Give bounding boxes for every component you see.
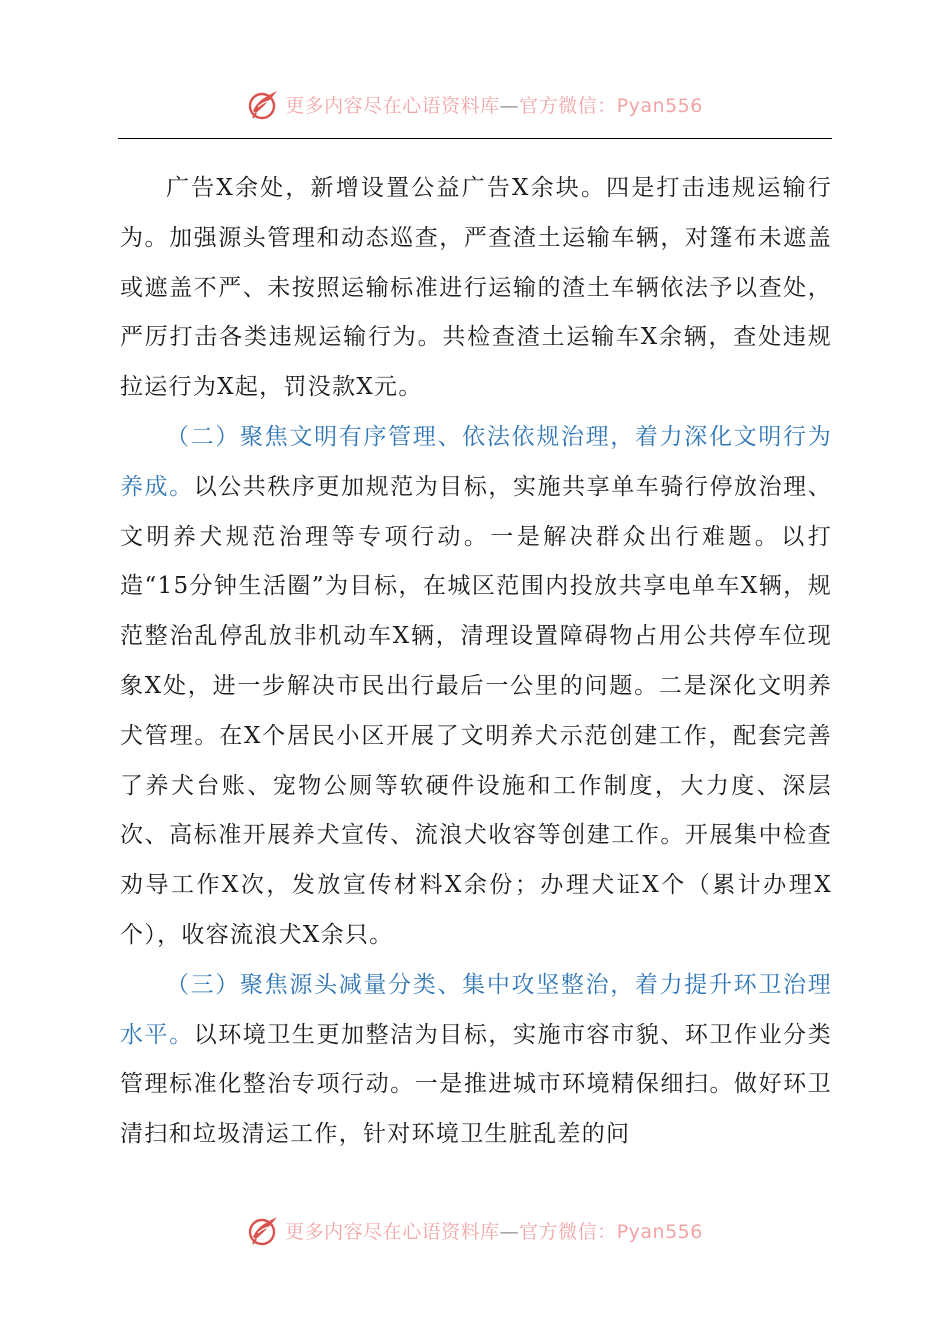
pen-logo-icon xyxy=(247,87,281,121)
paragraph-3 xyxy=(120,961,832,1160)
footer-watermark xyxy=(0,1210,950,1250)
paragraph-2 xyxy=(120,413,832,961)
paragraph-1: 广告X余处，新增设置公益广告X余块。四是打击违规运输行为。加强源头管理和动态巡查，严查渣土运输车辆，对篷布未遮盖或遮盖不严、未按照运输标准进行运输的渣土车辆依法予以查处，严厉打击各类违规运输行为。共检查渣土运输车X余辆，查处违规拉运行为X起，罚没款X元。 xyxy=(120,175,832,401)
watermark-text: 更多内容尽在心语资料库—官方微信：Pyan556 xyxy=(285,94,703,117)
section-heading-3: （三）聚焦源头减量分类、集中攻坚整治，着力提升环卫治理水平。 xyxy=(120,971,832,1048)
header-divider xyxy=(118,138,832,139)
pen-logo-icon xyxy=(247,1213,281,1247)
paragraph-3-body: 以环境卫生更加整洁为目标，实施市容市貌、环卫作业分类管理标准化整治专项行动。一是推进城市环境精保细扫。做好环卫清扫和垃圾清运工作，针对环境卫生脏乱差的问 xyxy=(120,1021,832,1148)
document-body xyxy=(120,164,832,1160)
header-watermark xyxy=(0,84,950,124)
paragraph-2-body: 以公共秩序更加规范为目标，实施共享单车骑行停放治理、文明养犬规范治理等专项行动。一是解决群众出行难题。以打造“15分钟生活圈”为目标，在城区范围内投放共享电单车X辆，规范整治乱停乱放非机动车X辆，清理设置障碍物占用公共停车位现象X处，进一步解决市民出行最后一公里的问题。二是深化文明养犬管理。在X个居民小区开展了文明养犬示范创建工作，配套完善了养犬台账、宠物公厕等软硬件设施和工作制度，大力度、深层次、高标准开展养犬宣传、流浪犬收容等创建工作。开展集中检查劝导工作X次，发放宣传材料X余份；办理犬证X个（累计办理X个），收容流浪犬X余只。 xyxy=(120,473,832,948)
section-heading-2: （二）聚焦文明有序管理、依法依规治理，着力深化文明行为养成。 xyxy=(120,423,832,500)
watermark-text: 更多内容尽在心语资料库—官方微信：Pyan556 xyxy=(285,1220,703,1243)
